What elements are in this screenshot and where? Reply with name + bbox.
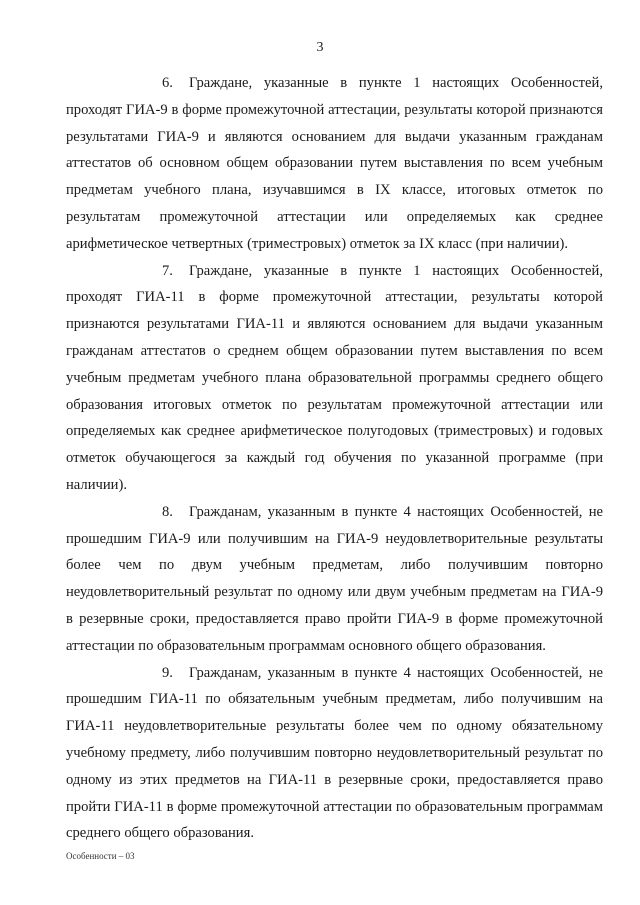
page-footer: Особенности – 03 [66, 851, 135, 861]
paragraph-9 [66, 660, 603, 848]
paragraph-number: 8. [162, 503, 173, 520]
paragraph-text: Гражданам, указанным в пункте 4 настоящих Особенностей, не прошедшим ГИА-9 или получившим на ГИА-9 неудовлетворительные результаты более чем по двум учебным предметам, либо получившим повторно неудовлетворительный результат по одному или двум учебным предметам на ГИА-9 в резервные сроки, предоставляется право пройти ГИА-9 в форме промежуточной аттестации по образовательным программам основного общего образования. [66, 503, 603, 654]
page-number: 3 [316, 40, 324, 55]
paragraph-number: 7. [162, 262, 173, 279]
paragraph-7 [66, 258, 603, 499]
paragraph-text: Граждане, указанные в пункте 1 настоящих Особенностей, проходят ГИА-9 в форме промежуточной аттестации, результаты которой признаются результатами ГИА-9 и являются основанием для выдачи указанным гражданам аттестатов об основном общем образовании путем выставления по всем учебным предметам учебного плана, изучавшимся в IX классе, итоговых отметок по результатам промежуточной аттестации или определяемых как среднее арифметическое четвертных (триместровых) отметок за IX класс (при наличии). [66, 75, 603, 252]
paragraph-6 [66, 70, 603, 258]
paragraph-text: Гражданам, указанным в пункте 4 настоящих Особенностей, не прошедшим ГИА-11 по обязательным учебным предметам, либо получившим на ГИА-11 неудовлетворительные результаты более чем по одному обязательному учебному предмету, либо получившим повторно неудовлетворительный результат по одному из этих предметов на ГИА-11 в резервные сроки, предоставляется право пройти ГИА-11 в форме промежуточной аттестации по образовательным программам среднего общего образования. [66, 664, 603, 842]
document-body [66, 70, 603, 847]
paragraph-8 [66, 499, 603, 660]
paragraph-text: Граждане, указанные в пункте 1 настоящих Особенностей, проходят ГИА-11 в форме промежуточной аттестации, результаты которой признаются результатами ГИА-11 и являются основанием для выдачи указанным гражданам аттестатов о среднем общем образовании путем выставления по всем учебным предметам учебного плана образовательной программы среднего общего образования итоговых отметок по результатам промежуточной аттестации или определяемых как среднее арифметическое полугодовых (триместровых) и годовых отметок обучающегося за каждый год обучения по указанной программе (при наличии). [66, 262, 603, 493]
paragraph-number: 9. [162, 664, 173, 681]
paragraph-number: 6. [162, 75, 173, 91]
